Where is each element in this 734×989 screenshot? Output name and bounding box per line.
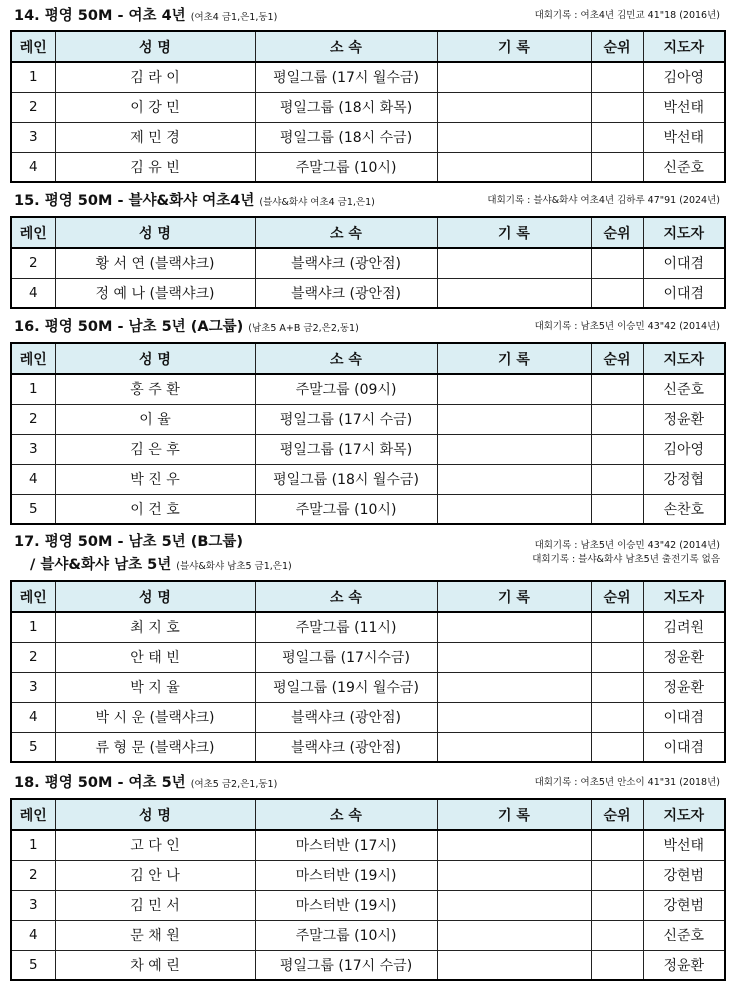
swimmer-name-cell: 박 진 우 (55, 464, 255, 494)
table-row (11, 642, 725, 672)
coach-cell: 김아영 (643, 62, 725, 92)
lane-cell: 1 (11, 374, 55, 404)
rank-cell (591, 494, 643, 524)
event-section (10, 530, 724, 763)
team-cell: 평일그룹 (18시 월수금) (255, 464, 437, 494)
coach-cell: 손찬호 (643, 494, 725, 524)
header-record: 기 록 (437, 343, 591, 374)
swimmer-name-cell: 김 안 나 (55, 860, 255, 890)
team-cell: 평일그룹 (17시 월수금) (255, 62, 437, 92)
rank-cell (591, 950, 643, 980)
header-team: 소 속 (255, 581, 437, 612)
table-row (11, 494, 725, 524)
coach-cell: 강정협 (643, 464, 725, 494)
lane-cell: 4 (11, 702, 55, 732)
table-row (11, 830, 725, 860)
coach-cell: 신준호 (643, 374, 725, 404)
lane-cell: 4 (11, 920, 55, 950)
record-cell (437, 920, 591, 950)
swimmer-name-cell: 김 라 이 (55, 62, 255, 92)
record-cell (437, 672, 591, 702)
lane-cell: 1 (11, 612, 55, 642)
coach-cell: 김려원 (643, 612, 725, 642)
coach-cell: 박선태 (643, 92, 725, 122)
team-cell: 주말그룹 (09시) (255, 374, 437, 404)
header-lane: 레인 (11, 31, 55, 62)
record-cell (437, 732, 591, 762)
header-rank: 순위 (591, 581, 643, 612)
meet-record: 대회기록 : 남초5년 이승민 43"42 (2014년) (534, 540, 720, 551)
header-name: 성 명 (55, 343, 255, 374)
record-cell (437, 612, 591, 642)
record-cell (437, 92, 591, 122)
table-header-row (11, 581, 725, 612)
event-title: 17. 평영 50M - 남초 5년 (B그룹) (14, 534, 244, 550)
header-rank: 순위 (591, 217, 643, 248)
swimmer-name-cell: 김 민 서 (55, 890, 255, 920)
rank-cell (591, 920, 643, 950)
rank-cell (591, 732, 643, 762)
lane-cell: 2 (11, 642, 55, 672)
table-row (11, 434, 725, 464)
coach-cell: 정윤환 (643, 642, 725, 672)
event-section (10, 188, 724, 309)
event-title: 16. 평영 50M - 남초 5년 (A그룹) (남초5 A+B 금2,은2,동1) (14, 319, 359, 335)
table-row (11, 732, 725, 762)
team-cell: 평일그룹 (17시수금) (255, 642, 437, 672)
table-row (11, 702, 725, 732)
header-coach: 지도자 (643, 31, 725, 62)
team-cell: 평일그룹 (19시 월수금) (255, 672, 437, 702)
record-cell (437, 950, 591, 980)
header-record: 기 록 (437, 799, 591, 830)
swimmer-name-cell: 최 지 호 (55, 612, 255, 642)
table-row (11, 62, 725, 92)
lane-cell: 3 (11, 672, 55, 702)
coach-cell: 박선태 (643, 122, 725, 152)
table-header-row (11, 217, 725, 248)
team-cell: 주말그룹 (10시) (255, 152, 437, 182)
swimmer-name-cell: 고 다 인 (55, 830, 255, 860)
event-title: 15. 평영 50M - 블샤&화샤 여초4년 (블샤&화샤 여초4 금1,은1) (14, 193, 375, 209)
meet-record: 대회기록 : 블샤&화샤 여초4년 김하루 47"91 (2024년) (487, 195, 720, 206)
record-cell (437, 152, 591, 182)
header-lane: 레인 (11, 217, 55, 248)
header-lane: 레인 (11, 581, 55, 612)
header-coach: 지도자 (643, 799, 725, 830)
record-cell (437, 278, 591, 308)
lane-cell: 3 (11, 122, 55, 152)
header-team: 소 속 (255, 31, 437, 62)
rank-cell (591, 374, 643, 404)
header-coach: 지도자 (643, 581, 725, 612)
lane-cell: 5 (11, 950, 55, 980)
header-name: 성 명 (55, 799, 255, 830)
meet-record: 대회기록 : 남초5년 이승민 43"42 (2014년) (534, 321, 720, 332)
rank-cell (591, 278, 643, 308)
table-row (11, 92, 725, 122)
table-row (11, 950, 725, 980)
heat-table (10, 216, 726, 309)
table-row (11, 152, 725, 182)
heat-table (10, 580, 726, 763)
header-team: 소 속 (255, 343, 437, 374)
table-header-row (11, 799, 725, 830)
record-cell (437, 890, 591, 920)
table-row (11, 122, 725, 152)
header-lane: 레인 (11, 799, 55, 830)
coach-cell: 신준호 (643, 920, 725, 950)
lane-cell: 4 (11, 278, 55, 308)
rank-cell (591, 404, 643, 434)
table-row (11, 672, 725, 702)
team-cell: 주말그룹 (10시) (255, 494, 437, 524)
rank-cell (591, 702, 643, 732)
coach-cell: 신준호 (643, 152, 725, 182)
record-cell (437, 860, 591, 890)
lane-cell: 2 (11, 860, 55, 890)
coach-cell: 이대겸 (643, 248, 725, 278)
rank-cell (591, 62, 643, 92)
event-title: 14. 평영 50M - 여초 4년 (여초4 금1,은1,동1) (14, 8, 278, 24)
swimmer-name-cell: 박 지 율 (55, 672, 255, 702)
coach-cell: 이대겸 (643, 278, 725, 308)
coach-cell: 박선태 (643, 830, 725, 860)
swimmer-name-cell: 김 유 빈 (55, 152, 255, 182)
rank-cell (591, 830, 643, 860)
team-cell: 평일그룹 (18시 화목) (255, 92, 437, 122)
coach-cell: 정윤환 (643, 404, 725, 434)
rank-cell (591, 890, 643, 920)
meet-record: 대회기록 : 여초4년 김민교 41"18 (2016년) (534, 10, 720, 21)
table-row (11, 612, 725, 642)
record-cell (437, 248, 591, 278)
rank-cell (591, 612, 643, 642)
lane-cell: 1 (11, 830, 55, 860)
header-rank: 순위 (591, 799, 643, 830)
lane-cell: 5 (11, 732, 55, 762)
record-cell (437, 642, 591, 672)
team-cell: 블랙샤크 (광안점) (255, 278, 437, 308)
heat-table (10, 798, 726, 981)
table-header-row (11, 343, 725, 374)
table-row (11, 404, 725, 434)
rank-cell (591, 248, 643, 278)
table-row (11, 920, 725, 950)
rank-cell (591, 122, 643, 152)
swimmer-name-cell: 이 건 호 (55, 494, 255, 524)
meet-record: 대회기록 : 여초5년 안소이 41"31 (2018년) (534, 777, 720, 788)
rank-cell (591, 464, 643, 494)
swimmer-name-cell: 황 서 연 (블랙샤크) (55, 248, 255, 278)
header-record: 기 록 (437, 217, 591, 248)
lane-cell: 2 (11, 248, 55, 278)
swimmer-name-cell: 정 예 나 (블랙샤크) (55, 278, 255, 308)
team-cell: 블랙샤크 (광안점) (255, 702, 437, 732)
swimmer-name-cell: 홍 주 환 (55, 374, 255, 404)
header-record: 기 록 (437, 31, 591, 62)
event-title-secondary: / 블샤&화샤 남초 5년 (블샤&화샤 남초5 금1,은1) (30, 557, 292, 573)
coach-cell: 김아영 (643, 434, 725, 464)
record-cell (437, 702, 591, 732)
table-header-row (11, 31, 725, 62)
rank-cell (591, 642, 643, 672)
record-cell (437, 62, 591, 92)
team-cell: 주말그룹 (11시) (255, 612, 437, 642)
swimmer-name-cell: 이 율 (55, 404, 255, 434)
coach-cell: 강현범 (643, 890, 725, 920)
record-cell (437, 830, 591, 860)
swimmer-name-cell: 안 태 빈 (55, 642, 255, 672)
record-cell (437, 464, 591, 494)
swimmer-name-cell: 문 채 원 (55, 920, 255, 950)
lane-cell: 4 (11, 152, 55, 182)
team-cell: 평일그룹 (17시 수금) (255, 404, 437, 434)
swimmer-name-cell: 박 시 운 (블랙샤크) (55, 702, 255, 732)
table-row (11, 860, 725, 890)
lane-cell: 4 (11, 464, 55, 494)
swimmer-name-cell: 차 예 린 (55, 950, 255, 980)
table-row (11, 890, 725, 920)
rank-cell (591, 152, 643, 182)
header-team: 소 속 (255, 217, 437, 248)
event-section (10, 314, 724, 525)
heat-table (10, 342, 726, 525)
coach-cell: 이대겸 (643, 702, 725, 732)
meet-record: 대회기록 : 블샤&화샤 남초5년 출전기록 없음 (532, 554, 720, 565)
coach-cell: 정윤환 (643, 672, 725, 702)
team-cell: 마스터반 (19시) (255, 860, 437, 890)
rank-cell (591, 92, 643, 122)
coach-cell: 강현범 (643, 860, 725, 890)
heat-table (10, 30, 726, 183)
event-section (10, 770, 724, 981)
coach-cell: 정윤환 (643, 950, 725, 980)
table-row (11, 278, 725, 308)
lane-cell: 3 (11, 434, 55, 464)
team-cell: 평일그룹 (18시 수금) (255, 122, 437, 152)
coach-cell: 이대겸 (643, 732, 725, 762)
record-cell (437, 374, 591, 404)
header-rank: 순위 (591, 31, 643, 62)
team-cell: 평일그룹 (17시 수금) (255, 950, 437, 980)
swimmer-name-cell: 김 은 후 (55, 434, 255, 464)
header-name: 성 명 (55, 581, 255, 612)
lane-cell: 5 (11, 494, 55, 524)
lane-cell: 2 (11, 404, 55, 434)
table-row (11, 248, 725, 278)
lane-cell: 1 (11, 62, 55, 92)
team-cell: 블랙샤크 (광안점) (255, 248, 437, 278)
rank-cell (591, 434, 643, 464)
header-rank: 순위 (591, 343, 643, 374)
record-cell (437, 494, 591, 524)
rank-cell (591, 860, 643, 890)
lane-cell: 2 (11, 92, 55, 122)
header-lane: 레인 (11, 343, 55, 374)
header-name: 성 명 (55, 31, 255, 62)
header-record: 기 록 (437, 581, 591, 612)
swimmer-name-cell: 류 형 문 (블랙샤크) (55, 732, 255, 762)
table-row (11, 464, 725, 494)
team-cell: 마스터반 (19시) (255, 890, 437, 920)
rank-cell (591, 672, 643, 702)
header-team: 소 속 (255, 799, 437, 830)
event-title: 18. 평영 50M - 여초 5년 (여초5 금2,은1,동1) (14, 775, 278, 791)
swimmer-name-cell: 제 민 경 (55, 122, 255, 152)
table-row (11, 374, 725, 404)
lane-cell: 3 (11, 890, 55, 920)
team-cell: 평일그룹 (17시 화목) (255, 434, 437, 464)
team-cell: 마스터반 (17시) (255, 830, 437, 860)
record-cell (437, 404, 591, 434)
record-cell (437, 122, 591, 152)
record-cell (437, 434, 591, 464)
swimmer-name-cell: 이 강 민 (55, 92, 255, 122)
header-name: 성 명 (55, 217, 255, 248)
team-cell: 블랙샤크 (광안점) (255, 732, 437, 762)
header-coach: 지도자 (643, 343, 725, 374)
header-coach: 지도자 (643, 217, 725, 248)
event-section (10, 4, 724, 183)
team-cell: 주말그룹 (10시) (255, 920, 437, 950)
